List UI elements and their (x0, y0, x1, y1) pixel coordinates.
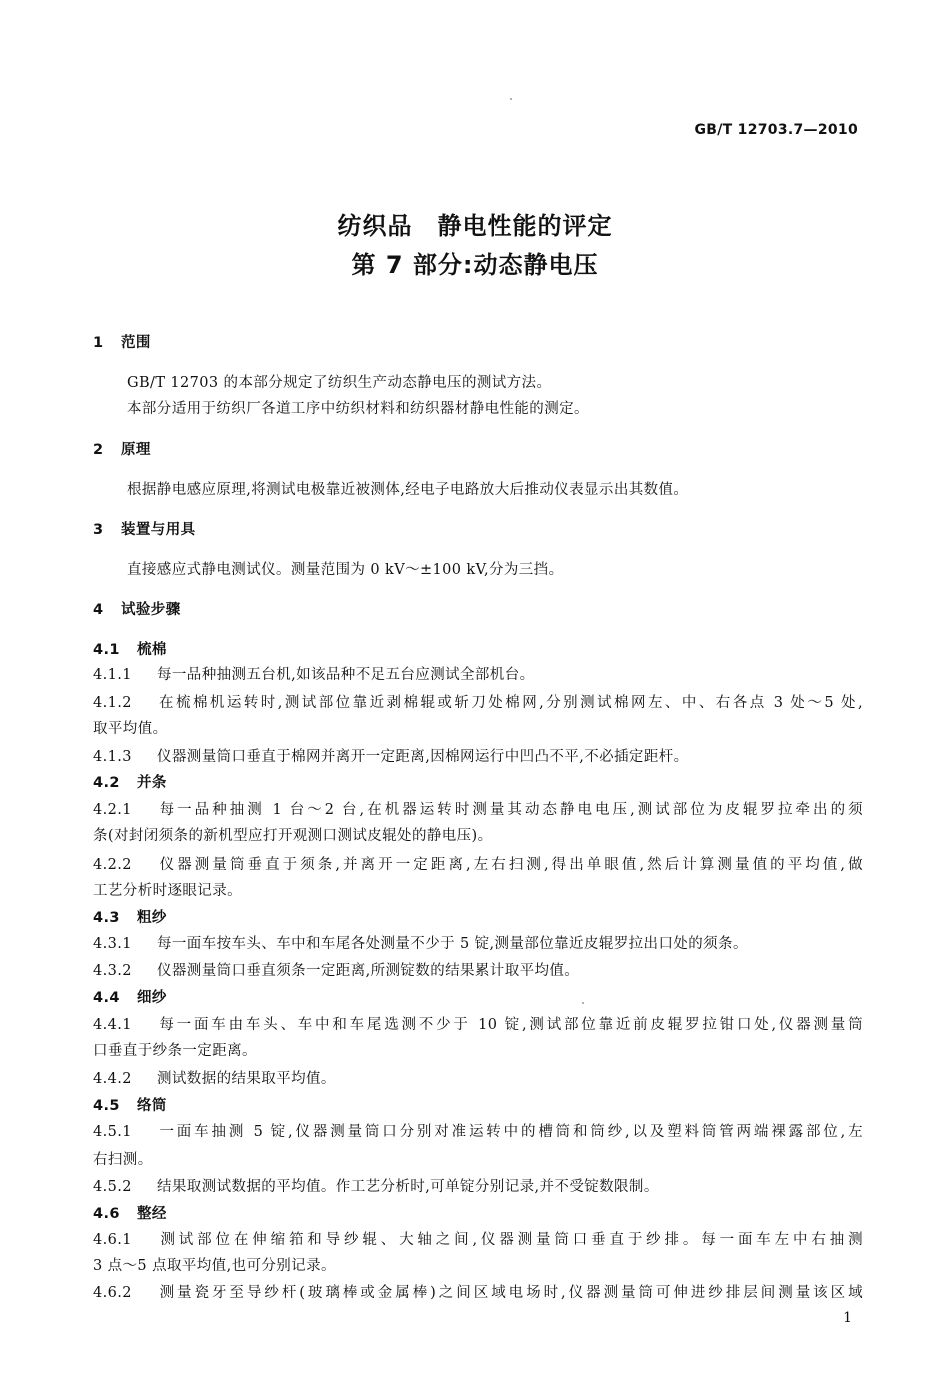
clause-text: 每一品种抽测 1 台～2 台,在机器运转时测量其动态静电电压,测试部位为皮辊罗拉牵出的须 (157, 802, 863, 818)
clause-text: 仪器测量筒口垂直须条一定距离,所测锭数的结果累计取平均值。 (157, 963, 580, 979)
subsection-title: 整经 (137, 1206, 167, 1222)
clause-number: 4.3.1 (93, 936, 132, 952)
subsection-title: 梳棉 (137, 642, 167, 658)
clause-continuation: 取平均值。 (93, 721, 168, 737)
standard-code: GB/T 12703.7—2010 (694, 122, 858, 138)
subsection-4-1-heading (93, 640, 863, 660)
clause-continuation: 条(对封闭须条的新机型应打开观测口测试皮辊处的静电压)。 (93, 828, 493, 844)
subsection-number: 4.4 (93, 990, 120, 1006)
section-number: 2 (93, 442, 104, 458)
document-title-line2: 第 7 部分:动态静电压 (351, 251, 599, 279)
subsection-4-2-heading (93, 773, 863, 793)
clause-4-2-2 (93, 855, 863, 875)
clause-continuation: 口垂直于纱条一定距离。 (93, 1043, 257, 1059)
subsection-number: 4.5 (93, 1098, 120, 1114)
clause-number: 4.5.2 (93, 1179, 132, 1195)
section-number: 1 (93, 335, 104, 351)
document-title-line1: 纺织品 静电性能的评定 (337, 212, 613, 240)
subsection-4-4-heading (93, 988, 863, 1008)
clause-continuation: 3 点～5 点取平均值,也可分别记录。 (93, 1258, 336, 1274)
paragraph: 直接感应式静电测试仪。测量范围为 0 kV～±100 kV,分为三挡。 (127, 562, 564, 578)
clause-4-3-1 (93, 934, 863, 954)
clause-number: 4.5.1 (93, 1124, 132, 1140)
subsection-number: 4.3 (93, 910, 120, 926)
section-title: 装置与用具 (121, 522, 196, 538)
clause-number: 4.1.3 (93, 749, 132, 765)
section-1-heading (93, 333, 863, 353)
section-title: 范围 (121, 335, 151, 351)
section-number: 3 (93, 522, 104, 538)
clause-4-6-2 (93, 1283, 863, 1303)
clause-4-1-2 (93, 693, 863, 713)
clause-number: 4.6.2 (93, 1285, 132, 1301)
section-title: 试验步骤 (121, 602, 181, 618)
paragraph: GB/T 12703 的本部分规定了纺织生产动态静电压的测试方法。 (127, 375, 552, 391)
section-3-heading (93, 520, 863, 540)
subsection-title: 络筒 (137, 1098, 167, 1114)
clause-continuation: 右扫测。 (93, 1152, 153, 1168)
clause-text: 每一面车由车头、车中和车尾选测不少于 10 锭,测试部位靠近前皮辊罗拉钳口处,仪器测量筒 (157, 1017, 863, 1033)
clause-number: 4.4.2 (93, 1071, 132, 1087)
subsection-title: 粗纱 (137, 910, 167, 926)
subsection-4-5-heading (93, 1096, 863, 1116)
clause-text: 测试部位在伸缩筘和导纱辊、大轴之间,仪器测量筒口垂直于纱排。每一面车左中右抽测 (157, 1232, 863, 1248)
clause-text: 测试数据的结果取平均值。 (157, 1071, 336, 1087)
clause-text: 在梳棉机运转时,测试部位靠近剥棉辊或斩刀处棉网,分别测试棉网左、中、右各点 3 处～5 处, (157, 695, 863, 711)
subsection-number: 4.2 (93, 775, 120, 791)
clause-text: 每一品种抽测五台机,如该品种不足五台应测试全部机台。 (157, 667, 535, 683)
subsection-number: 4.1 (93, 642, 120, 658)
subsection-4-6-heading (93, 1204, 863, 1224)
clause-4-1-3 (93, 747, 863, 767)
clause-number: 4.1.1 (93, 667, 132, 683)
page-number: 1 (843, 1310, 852, 1326)
clause-text: 仪器测量筒垂直于须条,并离开一定距离,左右扫测,得出单眼值,然后计算测量值的平均值,做 (157, 857, 863, 873)
clause-number: 4.6.1 (93, 1232, 132, 1248)
paragraph: 本部分适用于纺织厂各道工序中纺织材料和纺织器材静电性能的测定。 (127, 401, 589, 417)
subsection-4-3-heading (93, 908, 863, 928)
clause-4-4-1 (93, 1015, 863, 1035)
clause-4-6-1 (93, 1230, 863, 1250)
scan-speck (510, 98, 512, 100)
clause-text: 每一面车按车头、车中和车尾各处测量不少于 5 锭,测量部位靠近皮辊罗拉出口处的须条。 (157, 936, 748, 952)
clause-4-4-2 (93, 1069, 863, 1089)
clause-number: 4.2.1 (93, 802, 132, 818)
clause-4-1-1 (93, 665, 863, 685)
clause-number: 4.1.2 (93, 695, 132, 711)
clause-4-5-2 (93, 1177, 863, 1197)
clause-4-2-1 (93, 800, 863, 820)
clause-continuation: 工艺分析时逐眼记录。 (93, 883, 242, 899)
section-title: 原理 (121, 442, 151, 458)
clause-number: 4.3.2 (93, 963, 132, 979)
clause-4-3-2 (93, 961, 863, 981)
clause-4-5-1 (93, 1122, 863, 1142)
clause-text: 结果取测试数据的平均值。作工艺分析时,可单锭分别记录,并不受锭数限制。 (157, 1179, 659, 1195)
clause-number: 4.4.1 (93, 1017, 132, 1033)
subsection-title: 细纱 (137, 990, 167, 1006)
clause-text: 仪器测量筒口垂直于棉网并离开一定距离,因棉网运行中凹凸不平,不必插定距杆。 (157, 749, 689, 765)
paragraph: 根据静电感应原理,将测试电极靠近被测体,经电子电路放大后推动仪表显示出其数值。 (127, 482, 689, 498)
section-number: 4 (93, 602, 104, 618)
clause-text: 测量瓷牙至导纱杆(玻璃棒或金属棒)之间区域电场时,仪器测量筒可伸进纱排层间测量该区域 (157, 1285, 863, 1301)
subsection-title: 并条 (137, 775, 167, 791)
clause-text: 一面车抽测 5 锭,仪器测量筒口分别对准运转中的槽筒和筒纱,以及塑料筒管两端裸露部位,左 (157, 1124, 863, 1140)
section-2-heading (93, 440, 863, 460)
clause-number: 4.2.2 (93, 857, 132, 873)
section-4-heading (93, 600, 863, 620)
subsection-number: 4.6 (93, 1206, 120, 1222)
